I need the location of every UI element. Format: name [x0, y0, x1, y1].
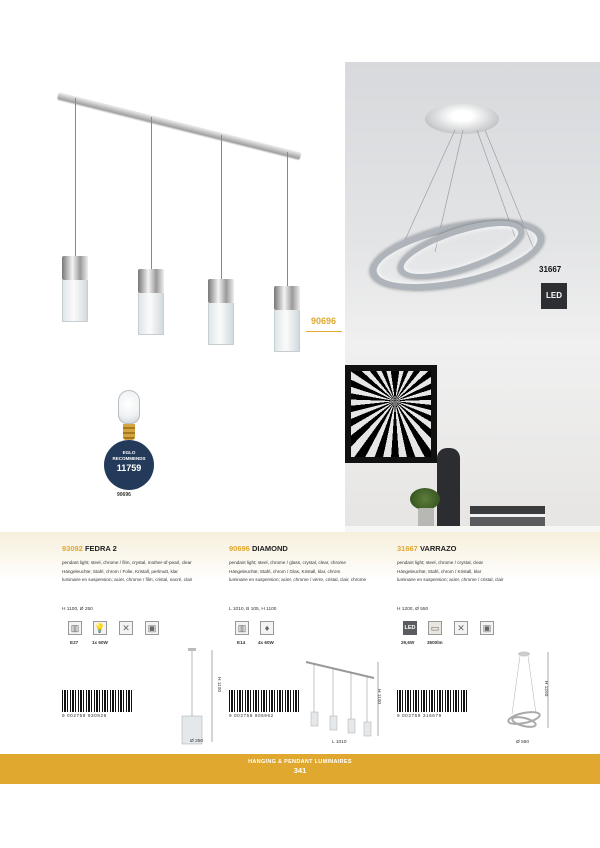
product-heading [62, 544, 227, 553]
pendant-shade [274, 286, 300, 352]
diagram-length-label: L 1010 [332, 740, 347, 745]
desc-en: pendant light; steel, chrome / glass, crystal, clear, chrome [229, 560, 346, 565]
spec-wattage: 1x 60W [92, 640, 108, 645]
wall-art [345, 365, 437, 463]
pendant-shade [208, 279, 234, 345]
desc-en: pendant light; steel, chrome / film, crystal, mother-of-pearl, clear [62, 560, 192, 565]
desc-fr: luminaire en suspension; acier, chrome / cristal, clair [397, 577, 504, 583]
product-number: 90696 [229, 544, 250, 553]
dimension-diagram-diamond [300, 656, 380, 740]
product-name: FEDRA 2 [84, 544, 117, 553]
color-temperature-icon: ▭ [428, 621, 442, 635]
spec-socket: E14 [237, 640, 246, 645]
barcode-number: 9 002759 316679 [397, 713, 442, 718]
product-heading [229, 544, 394, 553]
diagram-height-label: H 1100 [216, 676, 222, 693]
page-number: 341 [293, 766, 307, 775]
desc-fr: luminaire en suspension; acier, chrome / film, cristal, nacré, clair [62, 577, 193, 583]
product-dimensions: H 1100, Ø 250 [62, 607, 93, 612]
product-name: VARRAZO [419, 544, 457, 553]
pendant-wire [151, 117, 152, 269]
product-description [397, 559, 562, 585]
product-dimensions: H 1200, Ø 550 [397, 607, 429, 612]
badge-recommends: RECOMMENDS [112, 456, 146, 461]
pendant-wire [287, 152, 288, 286]
not-dimmable-icon: ✕ [119, 621, 133, 635]
pendant-wire [75, 98, 76, 256]
product-column-varrazo [397, 544, 562, 585]
bulb-icon [118, 390, 140, 442]
pendant-rail [57, 92, 301, 159]
candle-bulb-icon: ♦ [260, 621, 274, 635]
spec-socket: E27 [70, 640, 79, 645]
product-column-fedra [62, 544, 227, 585]
spec-wattage: 29,6W [401, 640, 415, 645]
photo-product-code: 31667 [539, 265, 562, 274]
desc-de: Hängeleuchte; Stahl, chrom / Glas, Kristall, klar, chrom [229, 568, 341, 574]
not-dimmable-icon: ✕ [454, 621, 468, 635]
led-badge: LED [541, 283, 567, 309]
socket-icon: ▥ [68, 621, 82, 635]
pendant-shade [62, 256, 88, 322]
barcode-number: 9 002759 906962 [229, 713, 274, 718]
page-footer [0, 754, 600, 784]
product-number: 31667 [397, 544, 418, 553]
spec-wattage: 4x 60W [258, 640, 274, 645]
dimension-diagram-fedra [170, 648, 230, 748]
dimension-diagram-varrazo [500, 648, 560, 740]
footer-section-title: HANGING & PENDANT LUMINAIRES [248, 759, 352, 765]
product-callout-code: 90696 [311, 316, 337, 326]
barcode [229, 690, 299, 712]
barcode [397, 690, 467, 712]
led-icon [403, 621, 417, 635]
barcode [62, 690, 132, 712]
desc-de: Hängeleuchte; Stahl, chrom / Kristall, klar [397, 568, 482, 574]
product-description [62, 559, 227, 585]
product-number: 93092 [62, 544, 83, 553]
desc-en: pendant light; steel, chrome / crystal, clear [397, 560, 484, 565]
desc-de: Hängeleuchte; Stahl, chrom / Folie, Kristall, perlmutt, klar [62, 568, 178, 574]
plant [410, 488, 440, 510]
product-description [229, 559, 394, 585]
diagram-height-label: H 1100 [376, 688, 382, 705]
spec-lumen: 3500lm [427, 640, 443, 645]
bulb-type-icon: 💡 [94, 623, 106, 633]
socket-icon: ▥ [235, 621, 249, 635]
books [470, 506, 545, 526]
callout-line [306, 331, 342, 332]
product-name: DIAMOND [251, 544, 288, 553]
diagram-width-label: Ø 550 [516, 740, 530, 745]
led-icon-label: LED [404, 625, 416, 631]
pendant-shade [138, 269, 164, 335]
diagram-width-label: Ø 250 [190, 739, 204, 744]
product-heading [397, 544, 562, 553]
badge-brand: EGLO [122, 450, 136, 455]
badge-code: 11759 [116, 463, 142, 473]
pendant-wire [221, 135, 222, 279]
badge-product-code: 90696 [117, 492, 131, 498]
product-column-diamond [229, 544, 394, 585]
product-dimensions: L 1010, B 105, H 1100 [229, 607, 277, 612]
diagram-height-label: H 1200 [543, 680, 549, 697]
protection-class-icon: ▣ [480, 621, 494, 635]
protection-class-icon: ▣ [145, 621, 159, 635]
desc-fr: luminaire en suspension; acier, chrome / verre, cristal, clair, chrome [229, 577, 367, 583]
recommends-badge [104, 440, 154, 490]
barcode-number: 9 002759 930929 [62, 713, 107, 718]
vase [437, 448, 460, 532]
